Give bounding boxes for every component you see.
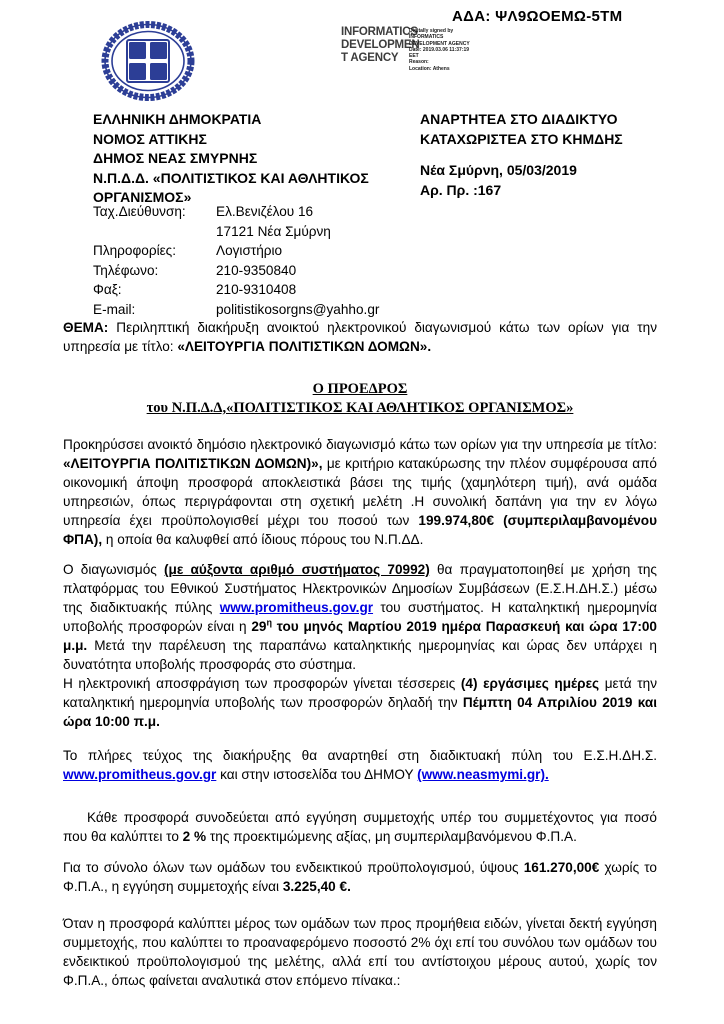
text-run: θα πραγματοποιηθεί με χρήση της πλατφόρμας του Εθνικού Συστήματος Ηλεκτρονικών Δημοσίων Συμβάσεων (Ε.Σ.Η.ΔΗ.Σ.) μέσω της διαδικτυακής πύλης xyxy=(63,562,657,615)
paragraph-announcement xyxy=(63,435,657,549)
stamp-detail-line: Digitally signed by xyxy=(409,28,454,34)
text-run: Για το σύνολο όλων των ομάδων του ενδεικτικού προϋπολογισμού, ύψους xyxy=(63,860,524,875)
paragraph-guarantee xyxy=(63,808,657,846)
subject-title: «ΛΕΙΤΟΥΡΓΙΑ ΠΟΛΙΤΙΣΤΙΚΩΝ ΔΟΜΩΝ». xyxy=(177,339,432,354)
greek-coat-of-arms-logo xyxy=(100,20,196,102)
contact-value: Λογιστήριο xyxy=(216,243,283,259)
issuer-header xyxy=(93,110,369,208)
contact-label: Φαξ: xyxy=(93,282,122,298)
budget-net-amount: 161.270,00€ xyxy=(523,860,600,875)
publication-header xyxy=(420,110,623,149)
signature-stamp-agency xyxy=(341,26,420,65)
stamp-detail-line: INFORMATICS xyxy=(409,34,444,41)
issuer-line: ΔΗΜΟΣ ΝΕΑΣ ΣΜΥΡΝΗΣ xyxy=(93,150,258,166)
stamp-agency-line: INFORMATICS xyxy=(341,26,418,38)
promitheus-link[interactable]: www.promitheus.gov.gr xyxy=(219,600,374,615)
stamp-detail-line: DEVELOPMENT AGENCY xyxy=(409,40,470,47)
protocol-number: Αρ. Πρ. :167 xyxy=(420,181,502,198)
superscript: η xyxy=(266,617,272,628)
document-body xyxy=(63,318,657,990)
deadline-date: 29 xyxy=(251,619,267,634)
ada-code: ΑΔΑ: ΨΛ9ΩΟΕΜΩ-5ΤΜ xyxy=(452,8,623,25)
text-run: Κάθε προσφορά συνοδεύεται από εγγύηση συμμετοχής υπέρ του συμμετέχοντος για ποσό που θα καλύπτει το xyxy=(63,810,657,844)
subject-paragraph xyxy=(63,318,657,356)
guarantee-amount: 3.225,40 €. xyxy=(282,879,351,894)
document-date: Νέα Σμύρνη, 05/03/2019 xyxy=(420,162,577,178)
contact-email: politistikosorgns@yahho.gr xyxy=(216,301,380,317)
contact-row xyxy=(93,222,379,242)
signature-stamp-details xyxy=(409,28,470,72)
municipality-site-link[interactable]: (www.neasmymi.gr). xyxy=(417,767,549,782)
working-days: (4) εργάσιμες ημέρες xyxy=(460,676,600,691)
text-run: μετά την καταληκτική ημερομηνία υποβολής των προσφορών δηλαδή την xyxy=(63,676,657,710)
stamp-detail-line: Date: 2019.03.06 11:37:19 xyxy=(409,46,470,53)
issuer-line: ΝΟΜΟΣ ΑΤΤΙΚΗΣ xyxy=(93,130,207,147)
issuer-line: ΟΡΓΑΝΙΣΜΟΣ» xyxy=(93,189,192,205)
paragraph-publication xyxy=(63,746,657,784)
publication-line: ΚΑΤΑΧΩΡΙΣΤΕΑ ΣΤΟ ΚΗΜΔΗΣ xyxy=(420,130,623,147)
contact-row xyxy=(93,280,379,300)
paragraph-partial-offer xyxy=(63,914,657,990)
contact-value: Ελ.Βενιζέλου 16 xyxy=(216,204,314,219)
budget-amount: 199.974,80€ (συμπεριλαμβανομένου ΦΠΑ), xyxy=(63,513,657,547)
contact-label xyxy=(93,222,216,242)
text-run: Προκηρύσσει ανοικτό δημόσιο ηλεκτρονικό διαγωνισμό κάτω των ορίων για την υπηρεσία με τίτλο: xyxy=(63,437,657,452)
contact-label: Τηλέφωνο: xyxy=(93,262,159,278)
issuer-line: ΕΛΛΗΝΙΚΗ ΔΗΜΟΚΡΑΤΙΑ xyxy=(93,111,262,127)
text-run: χωρίς το Φ.Π.Α., η εγγύηση συμμετοχής είναι xyxy=(63,860,657,894)
paragraph-guarantee-amount xyxy=(63,858,657,896)
contact-row xyxy=(93,202,379,222)
coat-of-arms-icon xyxy=(100,20,196,102)
stamp-detail-line: Location: Athens xyxy=(409,65,450,72)
text-run: και στην ιστοσελίδα του ΔΗΜΟΥ xyxy=(216,767,418,782)
stamp-agency-line: T AGENCY xyxy=(341,52,399,64)
guarantee-percent: 2 % xyxy=(182,829,207,844)
stamp-detail-line: EET xyxy=(409,53,419,60)
text-run: Η ηλεκτρονική αποσφράγιση των προσφορών γίνεται τέσσερεις xyxy=(63,676,461,691)
contact-value: 210-9350840 xyxy=(216,262,297,278)
text-run: Όταν η προσφορά καλύπτει μέρος των ομάδων των προς προμήθεια ειδών, γίνεται δεκτή εγγύηση συμμετοχής, που καλύπτει το προαναφερόμενο ποσοστό 2% όχι επί του συνόλου των ομάδων του ενδεικτικού προϋπολογισμού της μελέτης, αλλά επί του αντίστοιχου μέρους αυτού, χωρίς τον Φ.Π.Α., όπως φαίνεται αναλυτικά στον επόμενο πίνακα.: xyxy=(63,916,657,988)
heading-line2: του Ν.Π.Δ.Δ,«ΠΟΛΙΤΙΣΤΙΚΟΣ ΚΑΙ ΑΘΛΗΤΙΚΟΣ ΟΡΓΑΝΙΣΜΟΣ» xyxy=(146,400,574,416)
promitheus-link[interactable]: www.promitheus.gov.gr xyxy=(63,767,217,782)
subject-text: Περιληπτική διακήρυξη ανοικτού ηλεκτρονικού διαγωνισμού κάτω των ορίων για την υπηρεσία με τίτλο: xyxy=(63,320,657,354)
issuer-line: Ν.Π.Δ.Δ. «ΠΟΛΙΤΙΣΤΙΚΟΣ ΚΑΙ ΑΘΛΗΤΙΚΟΣ xyxy=(93,169,369,186)
text-run: Μετά την παρέλευση της παραπάνω καταληκτικής ημερομηνίας και ώρας δεν υπάρχει η δυνατότητα υποβολής προσφοράς στο σύστημα. xyxy=(63,638,657,672)
contact-row xyxy=(93,241,379,261)
date-protocol-block xyxy=(420,161,577,200)
text-run: του συστήματος. Η καταληκτική ημερομηνία υποβολής προσφορών είναι η xyxy=(63,600,658,634)
publication-line: ΑΝΑΡΤΗΤΕΑ ΣΤΟ ΔΙΑΔΙΚΤΥΟ xyxy=(420,111,618,127)
contact-info xyxy=(93,202,379,320)
contact-label: Ταχ.Διεύθυνση: xyxy=(93,204,186,219)
text-run: της προεκτιμώμενης αξίας, μη συμπεριλαμβανόμενου Φ.Π.Α. xyxy=(206,829,577,844)
contact-label: E-mail: xyxy=(93,301,136,317)
text-run: με κριτήριο κατακύρωσης την πλέον συμφέρουσα από οικονομική άποψη προσφορά αποκλειστικά βάσει της τιμής (χαμηλότερη τιμή), ανά ομάδα υπηρεσιών, όπως περιγράφονται στη σχετική μελέτη .Η συνολική δαπάνη για την εν λόγω υπηρεσία έχει προϋπολογισθεί μέχρι του ποσού των xyxy=(63,456,657,528)
contact-value: 210-9310408 xyxy=(216,282,297,298)
president-heading xyxy=(63,380,657,418)
text-run: η οποία θα καλυφθεί από ίδιους πόρους του Ν.Π.ΔΔ. xyxy=(102,532,424,547)
unsealing-date: Πέμπτη 04 Απριλίου 2019 και ώρα 10:00 π.μ. xyxy=(63,695,657,729)
subject-label: ΘΕΜΑ: xyxy=(63,320,109,335)
text-run: Ο διαγωνισμός xyxy=(63,562,165,577)
text-run: Το πλήρες τεύχος της διακήρυξης θα αναρτηθεί στη διαδικτυακή πύλη του Ε.Σ.Η.ΔΗ.Σ. xyxy=(63,748,657,763)
paragraph-tender-details xyxy=(63,560,657,731)
contact-row xyxy=(93,261,379,281)
contract-title: «ΛΕΙΤΟΥΡΓΙΑ ΠΟΛΙΤΙΣΤΙΚΩΝ ΔΟΜΩΝ)», xyxy=(63,456,323,471)
system-number: (με αύξοντα αριθμό συστήματος 70992) xyxy=(164,562,430,577)
contact-label: Πληροφορίες: xyxy=(93,243,176,259)
stamp-agency-line: DEVELOPMEN xyxy=(341,39,420,51)
stamp-detail-line: Reason: xyxy=(409,59,429,66)
heading-line1: Ο ΠΡΟΕΔΡΟΣ xyxy=(312,381,408,397)
deadline-date: του μηνός Μαρτίου 2019 ημέρα Παρασκευή και ώρα 17:00 μ.μ. xyxy=(63,619,657,653)
contact-value: 17121 Νέα Σμύρνη xyxy=(216,223,331,239)
contact-row xyxy=(93,300,379,320)
